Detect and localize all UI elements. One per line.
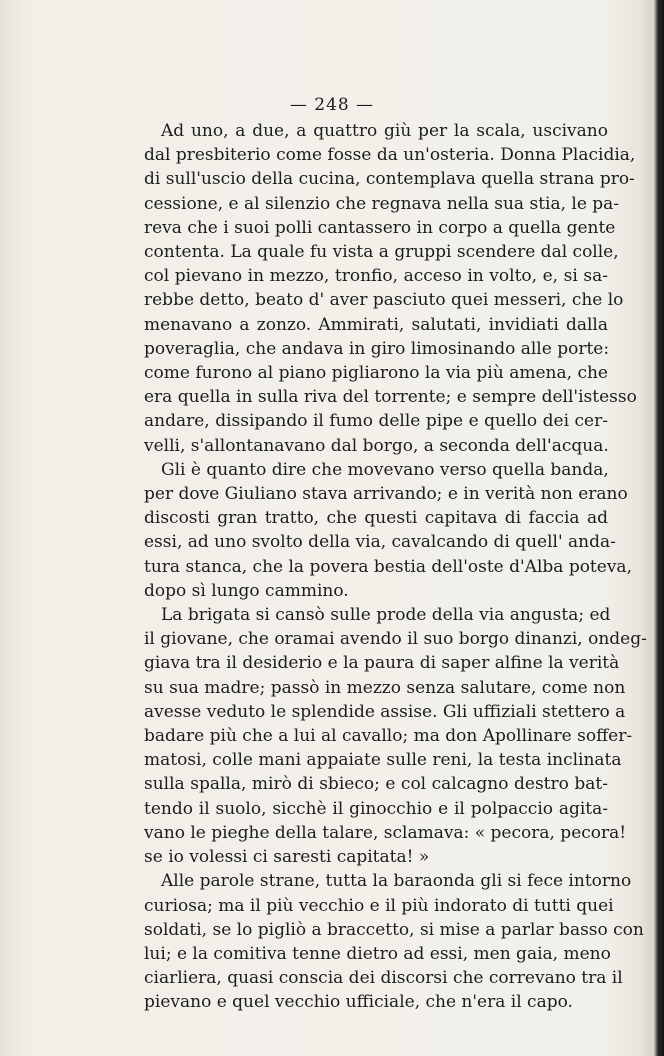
text-line: tendo il suolo, sicchè il ginocchio e il polpaccio agita-: [144, 798, 608, 819]
text-line: menavano a zonzo. Ammirati, salutati, invidiati dalla: [144, 314, 608, 335]
text-line: ciarliera, quasi conscia dei discorsi che correvano tra il: [144, 968, 623, 989]
text-line: Gli è quanto dire che movevano verso quella banda,: [161, 459, 609, 480]
text-line: discosti gran tratto, che questi capitava di faccia ad: [144, 508, 608, 529]
text-line: avesse veduto le splendide assise. Gli uffiziali stettero a: [144, 701, 626, 722]
text-line: su sua madre; passò in mezzo senza salutare, come non: [144, 677, 626, 698]
text-line: tura stanca, che la povera bestia dell'oste d'Alba poteva,: [144, 556, 632, 577]
text-line: dal presbiterio come fosse da un'osteria. Donna Placidia,: [144, 145, 636, 166]
text-line: Alle parole strane, tutta la baraonda gli si fece intorno: [161, 871, 632, 892]
text-line: andare, dissipando il fumo delle pipe e quello dei cer-: [144, 411, 608, 432]
text-line: cessione, e al silenzio che regnava nella sua stia, le pa-: [144, 193, 620, 214]
text-line: era quella in sulla riva del torrente; e sempre dell'istesso: [144, 387, 637, 408]
text-line: reva che i suoi polli cantassero in corpo a quella gente: [144, 217, 616, 238]
text-line: curiosa; ma il più vecchio e il più indorato di tutti quei: [144, 895, 614, 916]
text-line: giava tra il desiderio e la paura di saper alfine la verità: [144, 653, 620, 674]
text-line: rebbe detto, beato d' aver pasciuto quei messeri, che lo: [144, 290, 624, 311]
text-line: matosi, colle mani appaiate sulle reni, la testa inclinata: [144, 750, 622, 771]
text-line: badare più che a lui al cavallo; ma don Apollinare soffer-: [144, 726, 633, 747]
text-line: sulla spalla, mirò di sbieco; e col calcagno destro bat-: [144, 774, 608, 795]
text-line: La brigata si cansò sulle prode della via angusta; ed: [161, 605, 611, 626]
text-line: soldati, se lo pigliò a braccetto, si mise a parlar basso con: [144, 919, 644, 940]
text-line: come furono al piano pigliarono la via più amena, che: [144, 363, 608, 384]
text-line: col pievano in mezzo, tronfio, acceso in volto, e, si sa-: [144, 266, 608, 287]
page-number: — 248 —: [289, 95, 375, 115]
text-line: di sull'uscio della cucina, contemplava quella strana pro-: [144, 169, 635, 190]
text-line: lui; e la comitiva tenne dietro ad essi, men gaia, meno: [144, 943, 611, 964]
text-line: per dove Giuliano stava arrivando; e in verità non erano: [144, 484, 628, 505]
text-line: essi, ad uno svolto della via, cavalcando di quell' anda-: [144, 532, 616, 553]
body-text: [144, 119, 647, 1015]
text-line: Ad uno, a due, a quattro giù per la scala, uscivano: [161, 121, 608, 141]
text-line: pievano e quel vecchio ufficiale, che n'era il capo.: [144, 992, 573, 1013]
text-line: se io volessi ci saresti capitata! »: [144, 847, 430, 868]
text-line: contenta. La quale fu vista a gruppi scendere dal colle,: [144, 242, 619, 263]
page-binding-edge: [654, 0, 664, 1056]
text-line: vano le pieghe della talare, sclamava: « pecora, pecora!: [144, 822, 627, 843]
text-line: velli, s'allontanavano dal borgo, a seconda dell'acqua.: [144, 435, 609, 456]
text-line: dopo sì lungo cammino.: [144, 580, 349, 601]
text-line: poveraglia, che andava in giro limosinando alle porte:: [144, 338, 610, 359]
text-line: il giovane, che oramai avendo il suo borgo dinanzi, ondeg-: [144, 629, 647, 650]
